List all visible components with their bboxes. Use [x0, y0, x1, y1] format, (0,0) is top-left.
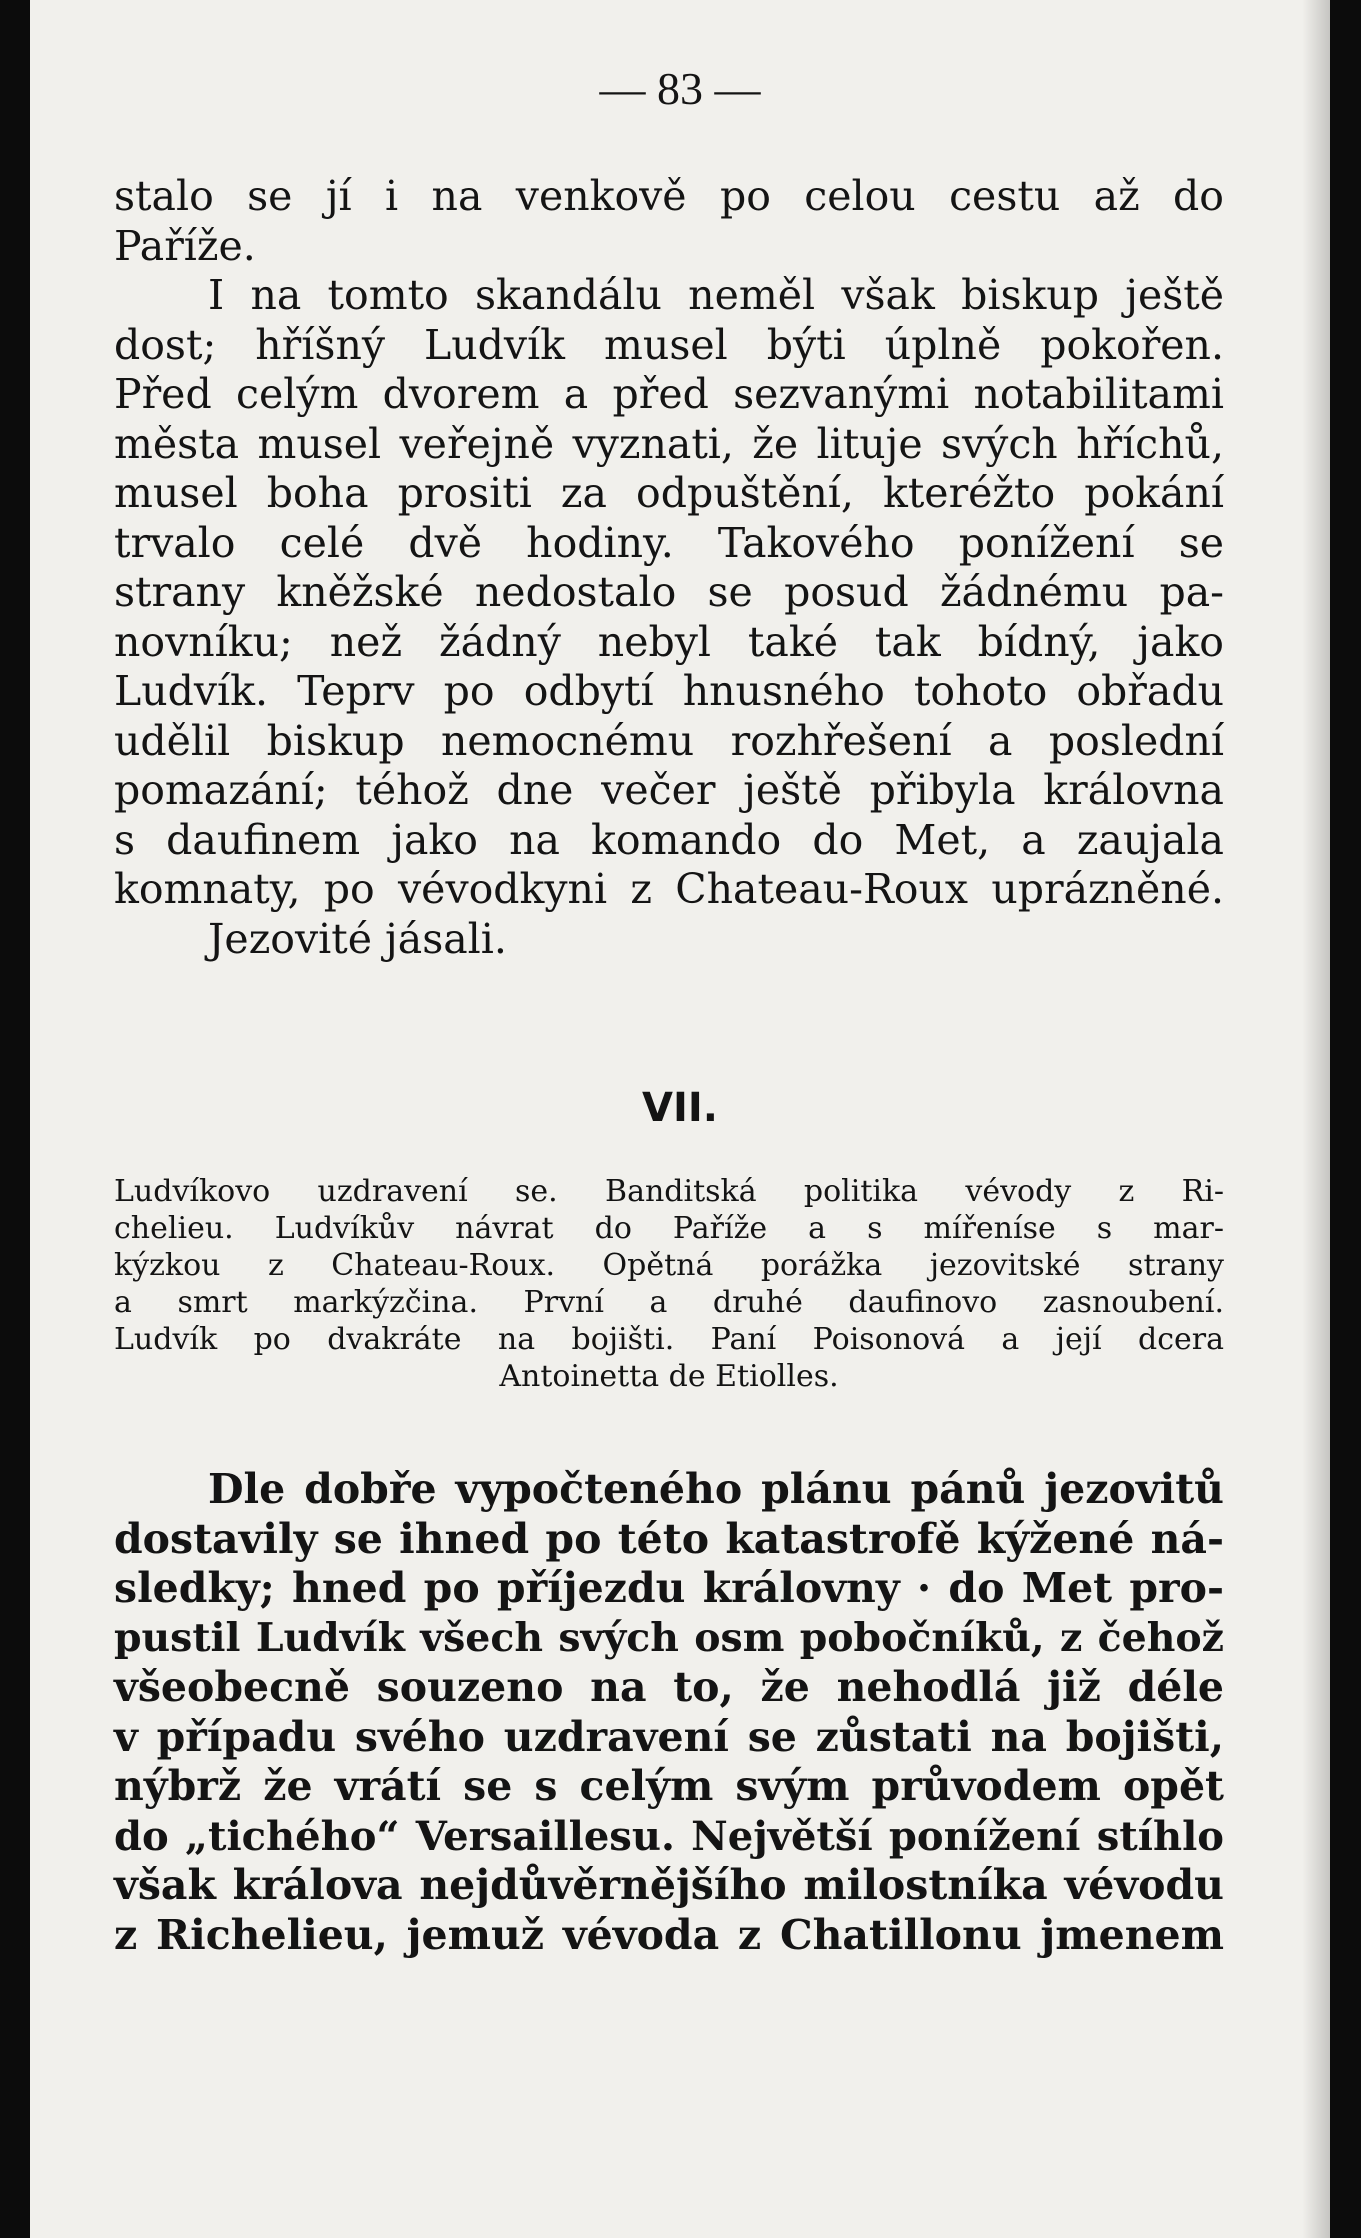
- text-line: dostavily se ihned po této katastrofě kýžené ná-: [114, 1514, 1224, 1563]
- text-line: novníku; než žádný nebyl také tak bídný, jako: [114, 617, 1224, 666]
- chapter-summary: [114, 1173, 1224, 1395]
- text-line: Před celým dvorem a před sezvanými notabilitami: [114, 370, 1224, 418]
- text-line: do „tichého“ Versaillesu. Největší ponížení stíhlo: [114, 1812, 1224, 1860]
- summary-line: chelieu. Ludvíkův návrat do Paříže a s mířeníse s mar-: [114, 1211, 1224, 1246]
- paragraph-2: [114, 1465, 1224, 1960]
- text-line: pustil Ludvík všech svých osm pobočníků, z čehož: [114, 1614, 1224, 1661]
- text-line: strany kněžské nedostalo se posud žádnému pa-: [114, 568, 1224, 616]
- summary-line: kýzkou z Chateau-Roux. Opětná porážka jezovitské strany: [114, 1248, 1224, 1283]
- text-line: Paříže.: [114, 221, 256, 270]
- text-line: dost; hříšný Ludvík musel býti úplně pokořen.: [114, 320, 1224, 369]
- summary-line: a smrt markýzčina. První a druhé daufinovo zasnoubení.: [114, 1285, 1224, 1320]
- text-line: Jezovité jásali.: [208, 914, 507, 963]
- summary-line: Ludvíkovo uzdravení se. Banditská politika vévody z Ri-: [114, 1174, 1224, 1209]
- text-line: z Richelieu, jemuž vévoda z Chatillonu jmenem: [114, 1910, 1224, 1959]
- text-line: pomazání; téhož dne večer ještě přibyla královna: [114, 766, 1224, 814]
- text-line: Ludvík. Teprv po odbytí hnusného tohoto obřadu: [114, 667, 1224, 715]
- text-line: všeobecně souzeno na to, že nehodlá již déle: [114, 1663, 1224, 1711]
- text-line: však králova nejdůvěrnějšího milostníka vévodu: [114, 1861, 1224, 1909]
- summary-line: Ludvík po dvakráte na bojišti. Paní Poisonová a její dcera: [114, 1322, 1224, 1357]
- text-line: nýbrž že vrátí se s celým svým průvodem opět: [114, 1762, 1224, 1810]
- summary-line: Antoinetta de Etiolles.: [499, 1359, 839, 1394]
- text-line: sledky; hned po příjezdu královny · do Met pro-: [114, 1564, 1224, 1612]
- text-line: musel boha prositi za odpuštění, kteréžto pokání: [114, 469, 1224, 517]
- page-number: — 83 —: [599, 63, 761, 114]
- chapter-heading: VII.: [642, 1085, 718, 1131]
- text-line: stalo se jí i na venkově po celou cestu až do: [114, 172, 1224, 220]
- text-line: v případu svého uzdravení se zůstati na bojišti,: [114, 1712, 1224, 1761]
- text-line: I na tomto skandálu neměl však biskup ještě: [208, 271, 1224, 319]
- text-line: s daufinem jako na komando do Met, a zaujala: [114, 815, 1224, 864]
- text-line: Dle dobře vypočteného plánu pánů jezovitů: [208, 1465, 1224, 1513]
- text-line: komnaty, po vévodkyni z Chateau-Roux uprázněné.: [114, 865, 1224, 913]
- text-line: města musel veřejně vyznati, že lituje svých hříchů,: [114, 419, 1224, 468]
- text-line: trvalo celé dvě hodiny. Takového ponížení se: [114, 518, 1224, 567]
- paragraph-1: [114, 172, 1224, 964]
- text-line: udělil biskup nemocnému rozhřešení a poslední: [114, 716, 1224, 765]
- book-page: [30, 0, 1330, 2238]
